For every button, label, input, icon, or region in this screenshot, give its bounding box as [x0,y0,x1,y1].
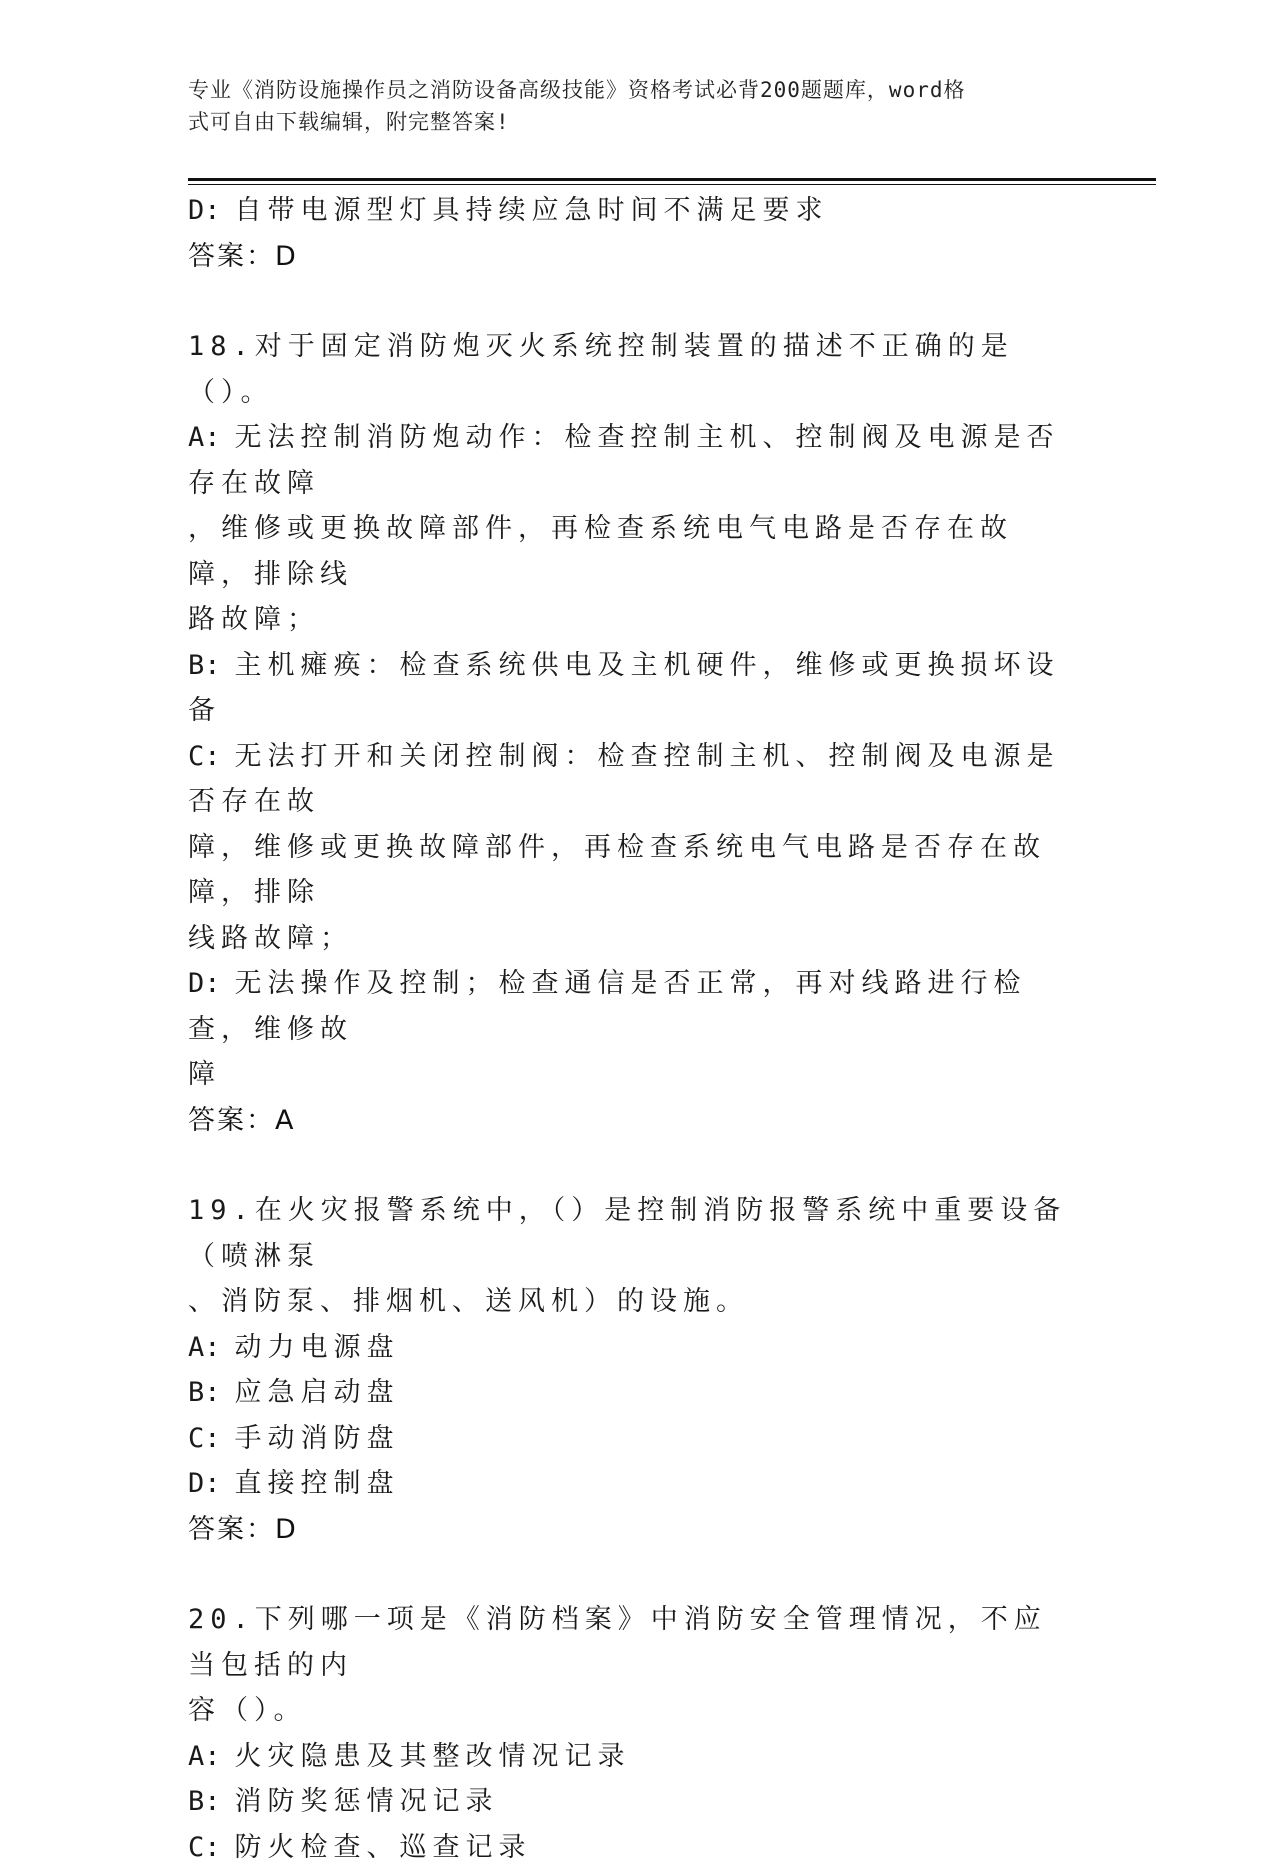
option-text: 无法操作及控制；检查通信是否正常，再对线路进行检查，维修故 [188,968,1027,1045]
option-label: C: [188,1423,221,1454]
q18-answer: 答案：A [188,1098,1078,1144]
option-text: 消防奖惩情况记录 [235,1786,499,1817]
question-gap [188,279,1078,324]
q18-stem: 18.对于固定消防炮灭火系统控制装置的描述不正确的是（）。 [188,324,1078,415]
header-line-2: 式可自由下载编辑，附完整答案! [188,106,1068,138]
header-rule-thin [188,184,1156,185]
question-gap [188,1552,1078,1597]
option-label: C: [188,741,221,772]
option-label: D: [188,968,221,999]
q18-option-b [188,643,1078,734]
q18-option-d [188,961,1078,1052]
question-content [188,188,1078,1870]
option-label: A: [188,422,221,453]
option-text: 火灾隐患及其整改情况记录 [235,1741,631,1772]
q20-option-a [188,1734,1078,1780]
q19-answer: 答案：D [188,1507,1078,1553]
q19-stem-cont: 、消防泵、排烟机、送风机）的设施。 [188,1279,1078,1325]
document-header [188,74,1068,138]
question-gap [188,1143,1078,1188]
option-label: D: [188,195,221,226]
option-label: B: [188,650,221,681]
option-text: 无法控制消防炮动作：检查控制主机、控制阀及电源是否存在故障 [188,422,1060,499]
option-label: B: [188,1377,221,1408]
q18-option-c-cont-1: 障，维修或更换故障部件，再检查系统电气电路是否存在故障，排除 [188,825,1078,916]
option-text: 无法打开和关闭控制阀：检查控制主机、控制阀及电源是否存在故 [188,741,1060,818]
option-text: 动力电源盘 [235,1332,400,1363]
q19-stem: 19.在火灾报警系统中，（）是控制消防报警系统中重要设备（喷淋泵 [188,1188,1078,1279]
prev-option-d [188,188,1078,234]
option-label: D: [188,1468,221,1499]
q20-option-c [188,1825,1078,1870]
header-line-1: 专业《消防设施操作员之消防设备高级技能》资格考试必背200题题库，word格 [188,74,1068,106]
q18-option-a-cont-1: ，维修或更换故障部件，再检查系统电气电路是否存在故障，排除线 [188,506,1078,597]
option-text: 主机瘫痪：检查系统供电及主机硬件，维修或更换损坏设备 [188,650,1060,727]
q18-option-a [188,415,1078,506]
option-text: 手动消防盘 [235,1423,400,1454]
q19-option-a [188,1325,1078,1371]
prev-answer: 答案：D [188,234,1078,280]
q18-option-c [188,734,1078,825]
q20-stem-cont: 容（）。 [188,1688,1078,1734]
q20-stem: 20.下列哪一项是《消防档案》中消防安全管理情况，不应当包括的内 [188,1597,1078,1688]
q19-option-c [188,1416,1078,1462]
option-text: 应急启动盘 [235,1377,400,1408]
option-label: A: [188,1741,221,1772]
q18-option-a-cont-2: 路故障； [188,597,1078,643]
option-label: B: [188,1786,221,1817]
q20-option-b [188,1779,1078,1825]
header-rule-thick [188,178,1156,181]
option-text: 防火检查、巡查记录 [235,1832,532,1863]
q18-option-d-cont-1: 障 [188,1052,1078,1098]
q19-option-b [188,1370,1078,1416]
option-label: A: [188,1332,221,1363]
q19-option-d [188,1461,1078,1507]
option-label: C: [188,1832,221,1863]
q18-option-c-cont-2: 线路故障； [188,916,1078,962]
option-text: 直接控制盘 [235,1468,400,1499]
option-text: 自带电源型灯具持续应急时间不满足要求 [235,195,829,226]
